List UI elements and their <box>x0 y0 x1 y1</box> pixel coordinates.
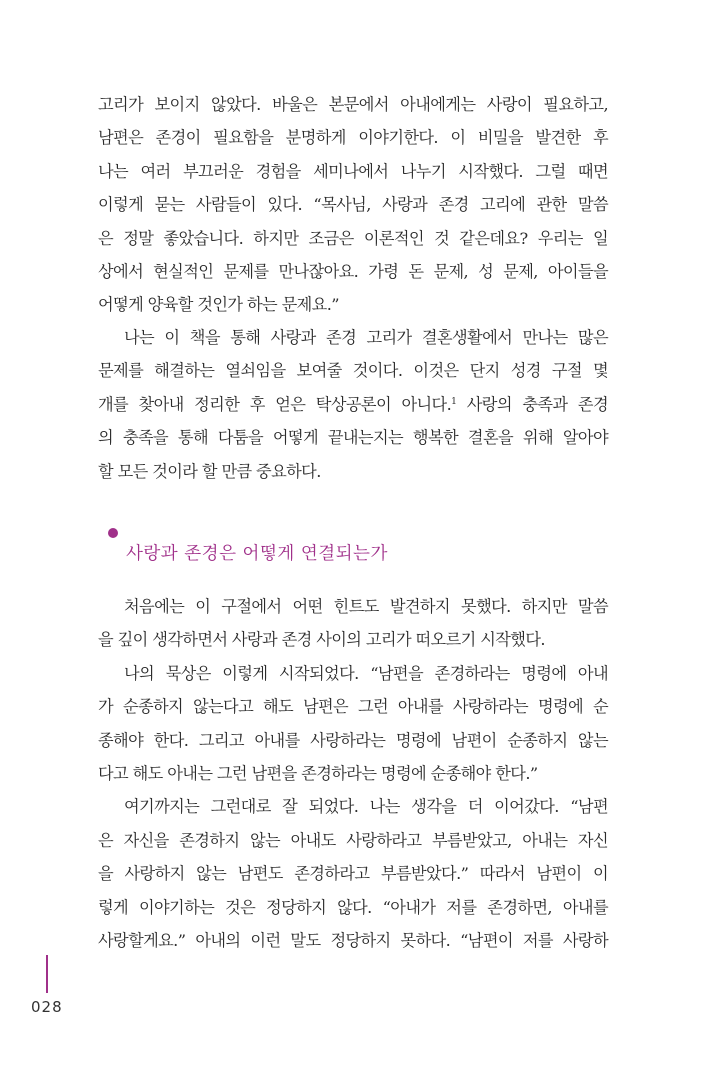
text-line: 여기까지는 그런대로 잘 되었다. 나는 생각을 더 이어갔다. “남편 <box>124 797 608 817</box>
section-title: 사랑과 존경은 어떻게 연결되는가 <box>126 544 388 564</box>
text-line: 어떻게 양육할 것인가 하는 문제요.” <box>98 295 339 315</box>
text-line: 나는 이 책을 통해 사랑과 존경 고리가 결혼생활에서 만나는 많은 <box>124 328 608 347</box>
footnote-marker[interactable]: 1 <box>451 396 457 407</box>
text-line: 가 순종하지 않는다고 해도 남편은 그런 아내를 사랑하라는 명령에 순 <box>98 697 608 717</box>
text-line: 나의 묵상은 이렇게 시작되었다. “남편을 존경하라는 명령에 아내 <box>124 663 608 683</box>
text-segment: 사랑의 충족과 존경 <box>456 394 608 414</box>
text-line: 할 모든 것이라 할 만큼 중요하다. <box>98 461 321 481</box>
text-line: 의 충족을 통해 다툼을 어떻게 끝내는지는 행복한 결혼을 위해 알아야 <box>98 428 608 448</box>
text-line: 문제를 해결하는 열쇠임을 보여줄 것이다. 이것은 단지 성경 구절 몇 <box>98 361 608 381</box>
paragraph-key <box>98 321 608 488</box>
text-line: 다고 해도 아내는 그런 남편을 존경하라는 명령에 순종해야 한다.” <box>98 763 538 783</box>
section-heading <box>108 526 388 565</box>
text-line: 남편은 존경이 필요함을 분명하게 이야기한다. 이 비밀을 발견한 후 <box>98 128 608 148</box>
text-line: 을 깊이 생각하면서 사랑과 존경 사이의 고리가 떠오르기 시작했다. <box>98 630 545 650</box>
page-number: 028 <box>31 998 63 1016</box>
page-margin-rule <box>46 955 48 993</box>
section-body <box>98 590 608 957</box>
text-line: 고리가 보이지 않았다. 바울은 본문에서 아내에게는 사랑이 필요하고, <box>98 95 608 114</box>
text-line: 은 정말 좋았습니다. 하지만 조금은 이론적인 것 같은데요? 우리는 일 <box>98 228 608 248</box>
text-line: 을 사랑하지 않는 남편도 존경하라고 부름받았다.” 따라서 남편이 이 <box>98 864 608 884</box>
bullet-dot-icon <box>108 528 118 538</box>
text-line: 은 자신을 존경하지 않는 아내도 사랑하라고 부름받았고, 아내는 자신 <box>98 830 608 850</box>
text-line-with-footnote <box>98 388 608 421</box>
text-line: 사랑할게요.” 아내의 이런 말도 정당하지 못하다. “남편이 저를 사랑하 <box>98 930 608 950</box>
text-line: 처음에는 이 구절에서 어떤 힌트도 발견하지 못했다. 하지만 말씀 <box>124 597 608 616</box>
text-line: 상에서 현실적인 문제를 만나잖아요. 가령 돈 문제, 성 문제, 아이들을 <box>98 261 608 281</box>
text-line: 종해야 한다. 그리고 아내를 사랑하라는 명령에 남편이 순종하지 않는 <box>98 730 608 750</box>
text-segment: 개를 찾아내 정리한 후 얻은 탁상공론이 아니다. <box>98 394 452 414</box>
text-line: 나는 여러 부끄러운 경험을 세미나에서 나누기 시작했다. 그럴 때면 <box>98 161 608 181</box>
paragraph-intro <box>98 88 608 322</box>
text-line: 렇게 이야기하는 것은 정당하지 않다. “아내가 저를 존경하면, 아내를 <box>98 897 608 917</box>
text-line: 이렇게 묻는 사람들이 있다. “목사님, 사랑과 존경 고리에 관한 말씀 <box>98 195 608 215</box>
